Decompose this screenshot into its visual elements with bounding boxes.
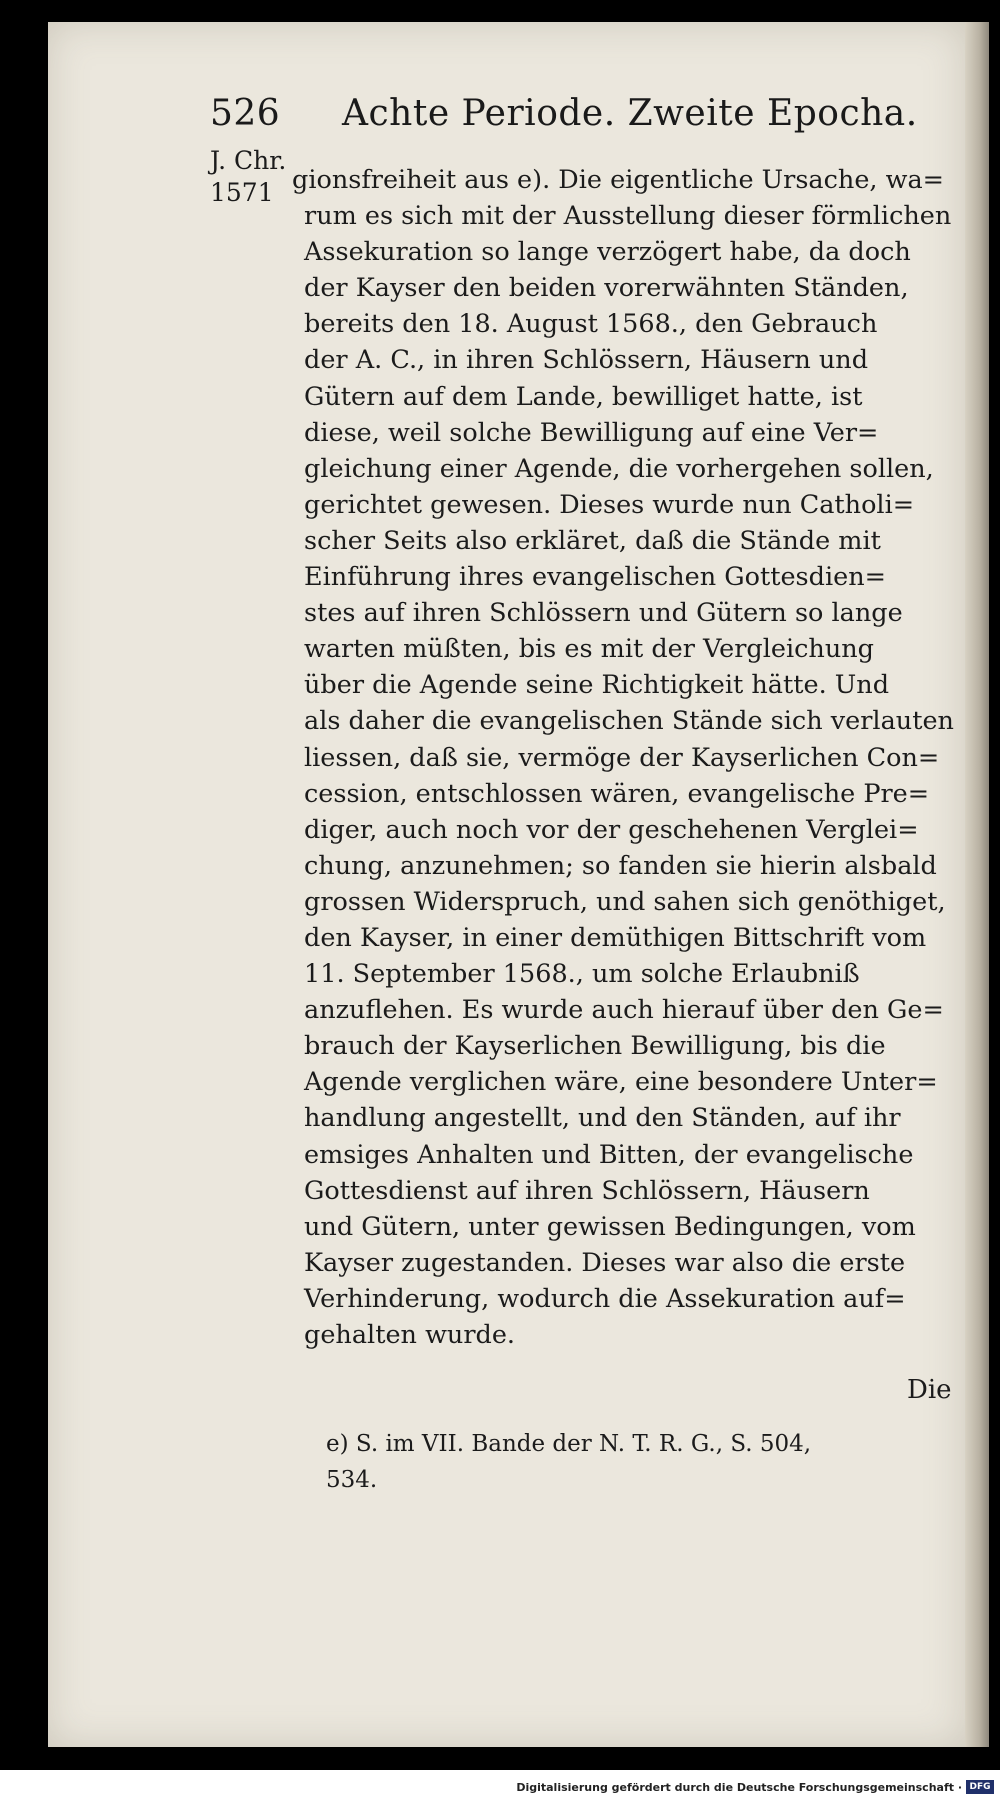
text-line: gehalten wurde. xyxy=(304,1320,516,1350)
page-number: 526 xyxy=(210,93,281,134)
text-line: Agende verglichen wäre, eine besondere Unter= xyxy=(304,1067,938,1098)
footnote xyxy=(326,1426,966,1498)
text-line: liessen, daß sie, vermöge der Kayserlichen Con= xyxy=(304,742,940,773)
text-line: Einführung ihres evangelischen Gottesdien= xyxy=(304,562,887,593)
text-line: als daher die evangelischen Stände sich verlauten xyxy=(304,706,954,737)
text-line: 11. September 1568., um solche Erlaubniß xyxy=(304,959,860,990)
text-line: Assekuration so lange verzögert habe, da doch xyxy=(304,237,911,268)
catchword: Die xyxy=(907,1375,952,1405)
text-line: warten müßten, bis es mit der Vergleichung xyxy=(304,634,875,665)
text-line: stes auf ihren Schlössern und Gütern so lange xyxy=(304,598,903,629)
dfg-logo: DFG xyxy=(966,1780,994,1794)
footnote-line: 534. xyxy=(326,1467,378,1493)
text-line: Gütern auf dem Lande, bewilliget hatte, ist xyxy=(304,381,863,412)
text-line: handlung angestellt, und den Ständen, auf ihr xyxy=(304,1103,901,1134)
text-line: der A. C., in ihren Schlössern, Häusern und xyxy=(304,345,869,376)
text-line: anzuflehen. Es wurde auch hierauf über den Ge= xyxy=(304,995,944,1026)
text-line: scher Seits also erkläret, daß die Stände mit xyxy=(304,525,881,556)
text-line: rum es sich mit der Ausstellung dieser förmlichen xyxy=(304,201,952,232)
text-line: emsiges Anhalten und Bitten, der evangelische xyxy=(304,1139,914,1170)
footnote-line: e) S. im VII. Bande der N. T. R. G., S. 504, xyxy=(326,1431,812,1457)
margin-year: 1571 xyxy=(210,178,274,207)
text-line: den Kayser, in einer demüthigen Bittschrift vom xyxy=(304,922,927,953)
page-edge xyxy=(965,22,989,1747)
text-line: Gottesdienst auf ihren Schlössern, Häusern xyxy=(304,1175,870,1206)
text-line: Verhinderung, wodurch die Assekuration auf= xyxy=(304,1283,906,1314)
running-head: Achte Periode. Zweite Epocha. xyxy=(342,93,918,134)
text-line: grossen Widerspruch, und sahen sich genöthiget, xyxy=(304,886,946,917)
text-line: cession, entschlossen wären, evangelische Pre= xyxy=(304,778,930,809)
text-line: über die Agende seine Richtigkeit hätte. Und xyxy=(304,670,890,701)
text-line: der Kayser den beiden vorerwähnten Ständen, xyxy=(304,273,909,304)
main-text xyxy=(292,162,962,1353)
text-line: gerichtet gewesen. Dieses wurde nun Catholi= xyxy=(304,489,915,520)
text-line: chung, anzunehmen; so fanden sie hierin alsbald xyxy=(304,850,937,881)
text-line: Kayser zugestanden. Dieses war also die erste xyxy=(304,1247,906,1278)
page-header xyxy=(210,93,918,143)
text-line: bereits den 18. August 1568., den Gebrauch xyxy=(304,309,878,340)
text-line: diger, auch noch vor der geschehenen Verglei= xyxy=(304,814,919,845)
text-line: brauch der Kayserlichen Bewilligung, bis die xyxy=(304,1031,886,1062)
credit-text: Digitalisierung gefördert durch die Deutsche Forschungsgemeinschaft · xyxy=(516,1781,962,1794)
text-line: diese, weil solche Bewilligung auf eine Ver= xyxy=(304,417,879,448)
text-line: gleichung einer Agende, die vorhergehen sollen, xyxy=(304,453,934,484)
text-line: gionsfreiheit aus e). Die eigentliche Ursache, wa= xyxy=(292,165,945,195)
text-line: und Gütern, unter gewissen Bedingungen, vom xyxy=(304,1211,916,1242)
margin-year-label: J. Chr. xyxy=(210,146,287,175)
